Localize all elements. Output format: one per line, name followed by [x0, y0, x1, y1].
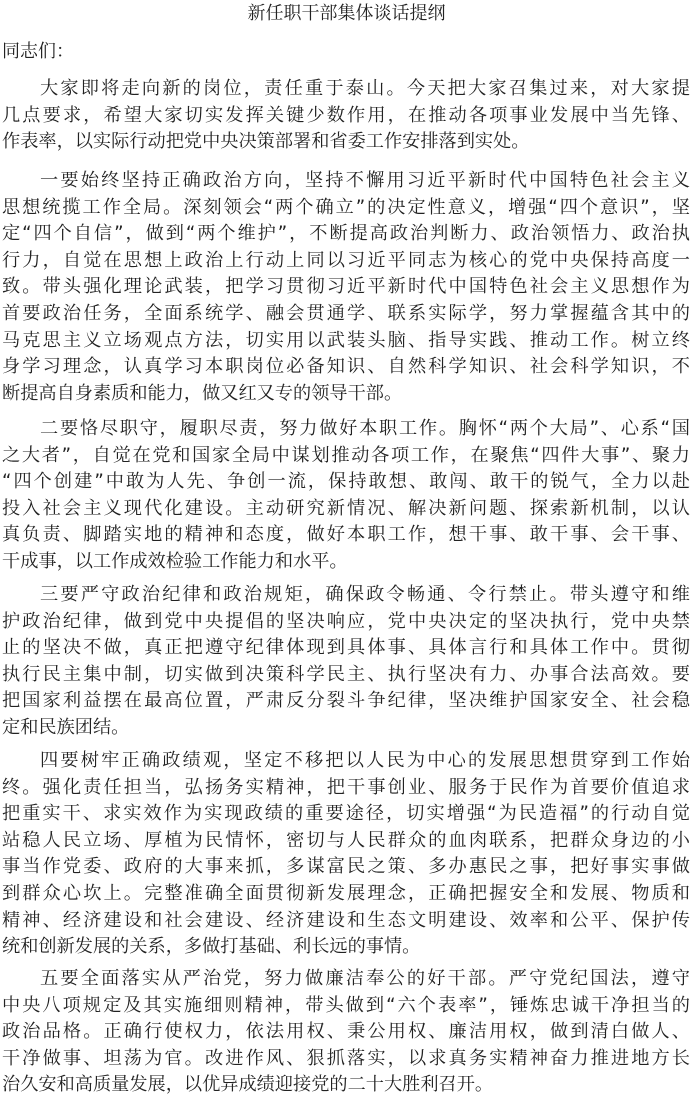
document-title: 新任职干部集体谈话提纲 [247, 3, 446, 24]
paragraph-line: 把国家利益摆在最高位置，严肃反分裂斗争纪律，坚决维护国家安全、社会稳 [2, 690, 690, 712]
paragraph-line: 中央八项规定及其实施细则精神，带头做到“六个表率”，锤炼忠诚干净担当的 [2, 994, 690, 1016]
paragraph-line: 事当作党委、政府的大事来抓，多谋富民之策、多办惠民之事，把好事实事做 [2, 856, 690, 878]
paragraph-line: 五要全面落实从严治党，努力做廉洁奉公的好干部。严守党纪国法，遵守 [40, 968, 690, 989]
paragraph-line: 定“四个自信”，做到“两个维护”，不断提高政治判断力、政治领悟力、政治执 [2, 223, 690, 245]
paragraph-line: 站稳人民立场、厚植为民情怀，密切与人民群众的血肉联系，把群众身边的小 [2, 829, 690, 851]
paragraph-line: 真负责、脚踏实地的精神和态度，做好本职工作，想干事、敢干事、会干事、 [2, 524, 690, 546]
paragraph-line: 精神、经济建设和社会建设、经济建设和生态文明建设、效率和公平、保护传 [2, 909, 690, 931]
paragraph-line: 首要政治任务，全面系统学、融会贯通学、联系实际学，努力掌握蕴含其中的 [2, 302, 690, 324]
salutation: 同志们： [2, 41, 74, 62]
paragraph-line: 思想统揽工作全局。深刻领会“两个确立”的决定性意义，增强“四个意识”，坚 [2, 196, 690, 218]
paragraph-line: 行力，自觉在思想上政治上行动上同以习近平同志为核心的党中央保持高度一 [2, 249, 690, 271]
paragraph-line: 统和创新发展的关系，多做打基础、利长远的事情。 [2, 936, 421, 958]
paragraph-line: 干成事，以工作成效检验工作能力和水平。 [2, 550, 348, 572]
paragraph-line: 把重实干、求实效作为实现政绩的重要途径，切实增强“为民造福”的行动自觉 [2, 803, 690, 825]
paragraph-line: 大家即将走向新的岗位，责任重于泰山。今天把大家召集过来，对大家提 [40, 78, 690, 99]
paragraph-line: 四要树牢正确政绩观，坚定不移把以人民为中心的发展思想贯穿到工作始 [40, 750, 690, 771]
paragraph-line: 断提高自身素质和能力，做又红又专的领导干部。 [2, 382, 403, 404]
paragraph-line: “四个创建”中敢为人先、争创一流，保持敢想、敢闯、敢干的锐气，全力以赴 [2, 471, 690, 493]
paragraph-line: 三要严守政治纪律和政治规矩，确保政令畅通、令行禁止。带头遵守和维 [40, 584, 690, 605]
paragraph-point-three [2, 582, 690, 742]
paragraph-line: 致。带头强化理论武装，把学习贯彻习近平新时代中国特色社会主义思想作为 [2, 276, 690, 298]
paragraph-line: 终。强化责任担当，弘扬务实精神，把干事创业、服务于民作为首要价值追求 [2, 776, 690, 798]
paragraph-line: 护政治纪律，做到党中央提倡的坚决响应，党中央决定的坚决执行，党中央禁 [2, 610, 690, 632]
paragraph-line: 止的坚决不做，真正把遵守纪律体现到具体事、具体言行和具体工作中。贯彻 [2, 637, 690, 659]
paragraph-line: 身学习理念，认真学习本职岗位必备知识、自然科学知识、社会科学知识，不 [2, 356, 690, 378]
paragraph-line: 执行民主集中制，切实做到决策科学民主、执行坚决有力、办事合法高效。要 [2, 663, 690, 685]
paragraph-line: 治久安和高质量发展，以优异成绩迎接党的二十大胜利召开。 [2, 1074, 494, 1096]
paragraph-line: 几点要求，希望大家切实发挥关键少数作用，在推动各项事业发展中当先锋、 [2, 104, 690, 126]
paragraph-line: 作表率，以实际行动把党中央决策部署和省委工作安排落到实处。 [2, 131, 530, 153]
paragraph-line: 之大者”，自觉在党和国家全局中谋划推动各项工作，在聚焦“四件大事”、聚力 [2, 444, 690, 466]
paragraph-line: 到群众心坎上。完整准确全面贯彻新发展理念，正确把握安全和发展、物质和 [2, 882, 690, 904]
paragraph-point-two [2, 416, 690, 576]
paragraph-point-five [2, 966, 690, 1099]
paragraph-line: 二要恪尽职守，履职尽责，努力做好本职工作。胸怀“两个大局”、心系“国 [40, 418, 690, 439]
paragraph-line: 干净做事、坦荡为官。改进作风、狠抓落实，以求真务实精神奋力推进地方长 [2, 1047, 690, 1069]
paragraph-line: 定和民族团结。 [2, 716, 130, 738]
paragraph-line: 马克思主义立场观点方法，切实用以武装头脑、指导实践、推动工作。树立终 [2, 329, 690, 351]
paragraph-opening [2, 76, 690, 156]
paragraph-point-one [2, 168, 690, 407]
paragraph-line: 政治品格。正确行使权力，依法用权、秉公用权、廉洁用权，做到清白做人、 [2, 1021, 690, 1043]
paragraph-point-four [2, 748, 690, 961]
paragraph-line: 一要始终坚持正确政治方向，坚持不懈用习近平新时代中国特色社会主义 [40, 170, 690, 191]
paragraph-line: 投入社会主义现代化建设。主动研究新情况、解决新问题、探索新机制，以认 [2, 497, 690, 519]
